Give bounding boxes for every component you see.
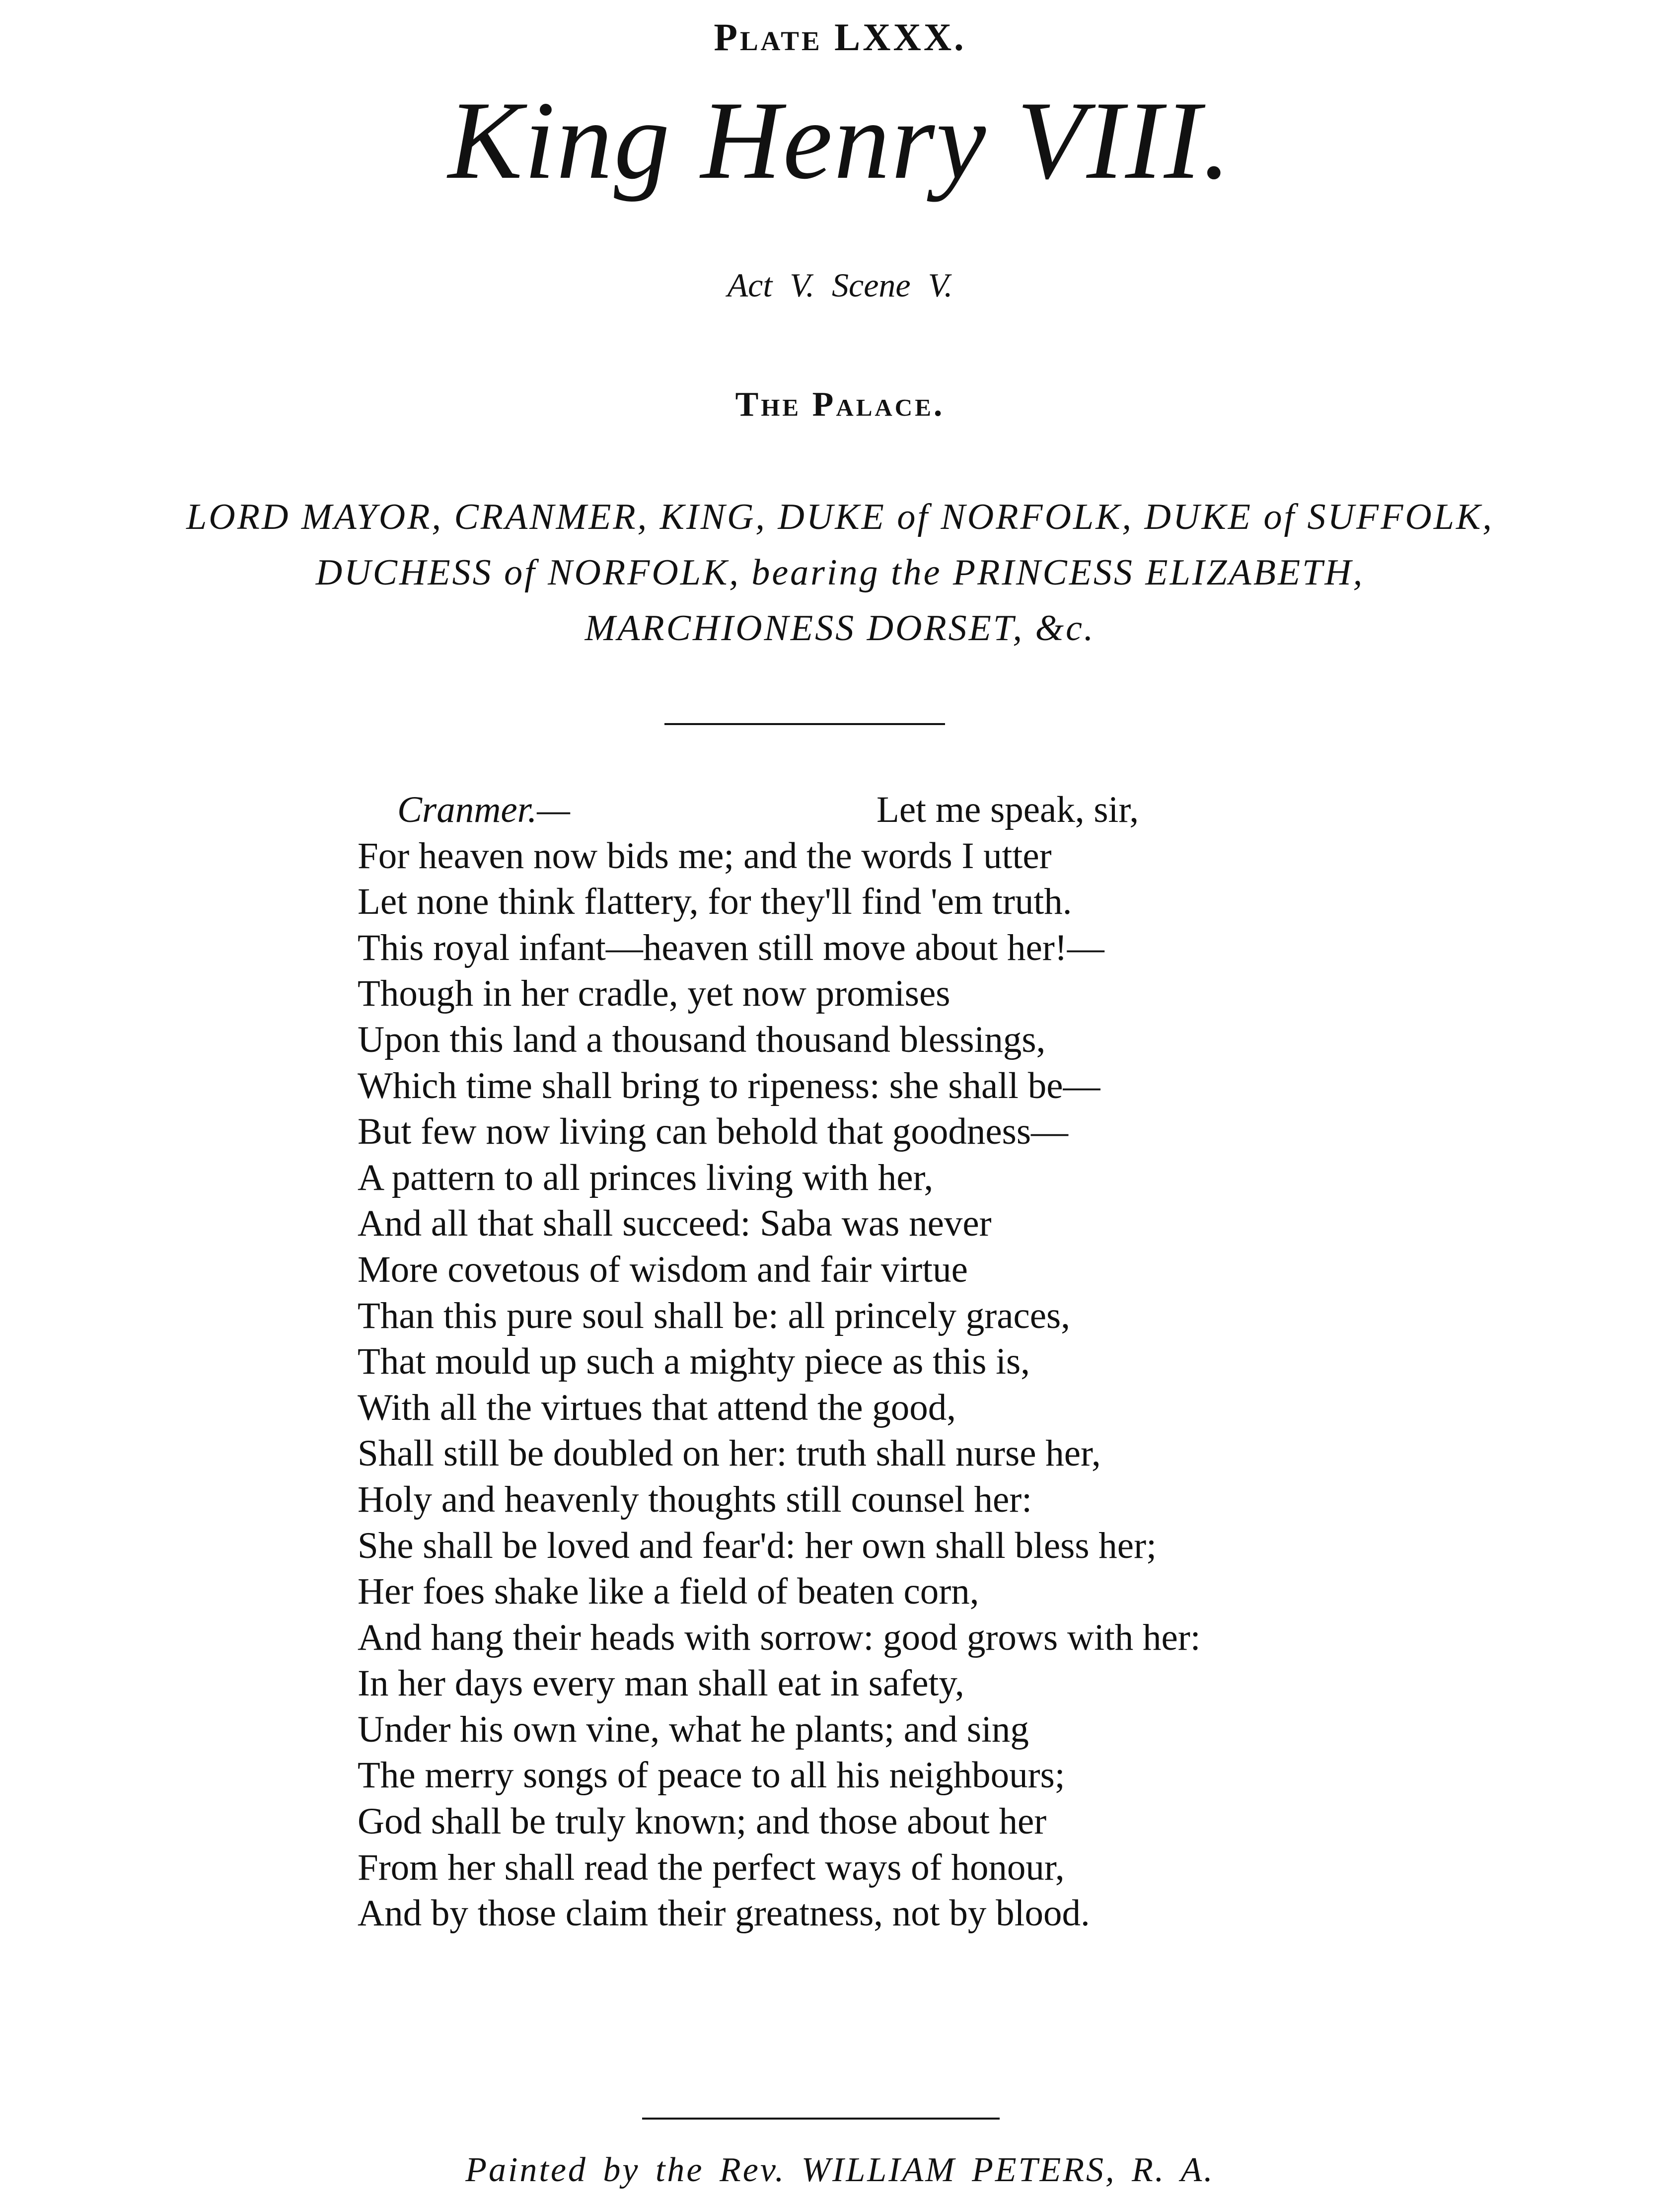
verse-line: Upon this land a thousand thousand blessings, (358, 1019, 1046, 1060)
character-line: MARCHIONESS DORSET, &c. (584, 608, 1096, 649)
plate-number (0, 15, 1680, 60)
divider-rule (642, 2118, 1000, 2120)
character-line: DUCHESS of NORFOLK, bearing the PRINCESS ELIZABETH, (315, 552, 1365, 593)
verse-line: Shall still be doubled on her: truth shall nurse her, (358, 1433, 1101, 1474)
act-scene: Act V. Scene V. (727, 266, 953, 304)
verse-line: Let none think flattery, for they'll find 'em truth. (358, 881, 1072, 923)
verse-line: Than this pure soul shall be: all princely graces, (358, 1295, 1070, 1336)
verse-line: With all the virtues that attend the good, (358, 1387, 956, 1428)
verse-line: But few now living can behold that goodness— (358, 1111, 1069, 1153)
verse-line: And by those claim their greatness, not by blood. (358, 1893, 1090, 1934)
verse-block (358, 787, 1450, 1937)
plate-number-text: Plate LXXX. (714, 15, 966, 59)
speaker-line (358, 787, 1450, 833)
verse-line: That mould up such a mighty piece as this is, (358, 1341, 1030, 1383)
painter-credit: Painted by the Rev. WILLIAM PETERS, R. A. (465, 2151, 1215, 2189)
verse-line: In her days every man shall eat in safety, (358, 1663, 964, 1704)
verse-line: Holy and heavenly thoughts still counsel her: (358, 1478, 1032, 1520)
character-list (0, 489, 1680, 656)
verse-line: A pattern to all princes living with her, (358, 1157, 934, 1198)
verse-line: God shall be truly known; and those about her (358, 1801, 1047, 1842)
verse-line: Though in her cradle, yet now promises (358, 973, 950, 1015)
play-title: King Henry VIII. (448, 78, 1232, 202)
verse-line: From her shall read the perfect ways of honour, (358, 1846, 1065, 1888)
verse-opening: Let me speak, sir, (877, 789, 1139, 830)
speaker-name: Cranmer.— (397, 789, 570, 830)
verse-line: Which time shall bring to ripeness: she shall be— (358, 1065, 1100, 1106)
verse-line: For heaven now bids me; and the words I utter (358, 835, 1052, 877)
character-line: LORD MAYOR, CRANMER, KING, DUKE of NORFOLK, DUKE of SUFFOLK, (186, 497, 1494, 537)
verse-line: And hang their heads with sorrow: good grows with her: (358, 1616, 1201, 1658)
verse-line: The merry songs of peace to all his neighbours; (358, 1755, 1065, 1796)
verse-line: She shall be loved and fear'd: her own shall bless her; (358, 1525, 1157, 1566)
verse-line: Under his own vine, what he plants; and sing (358, 1708, 1029, 1750)
scene-location: The Palace. (735, 385, 945, 424)
verse-line: Her foes shake like a field of beaten corn, (358, 1571, 979, 1613)
verse-line: More covetous of wisdom and fair virtue (358, 1248, 968, 1290)
divider-rule (664, 723, 945, 725)
verse-line: This royal infant—heaven still move about her!— (358, 927, 1104, 968)
verse-line: And all that shall succeed: Saba was never (358, 1203, 992, 1245)
